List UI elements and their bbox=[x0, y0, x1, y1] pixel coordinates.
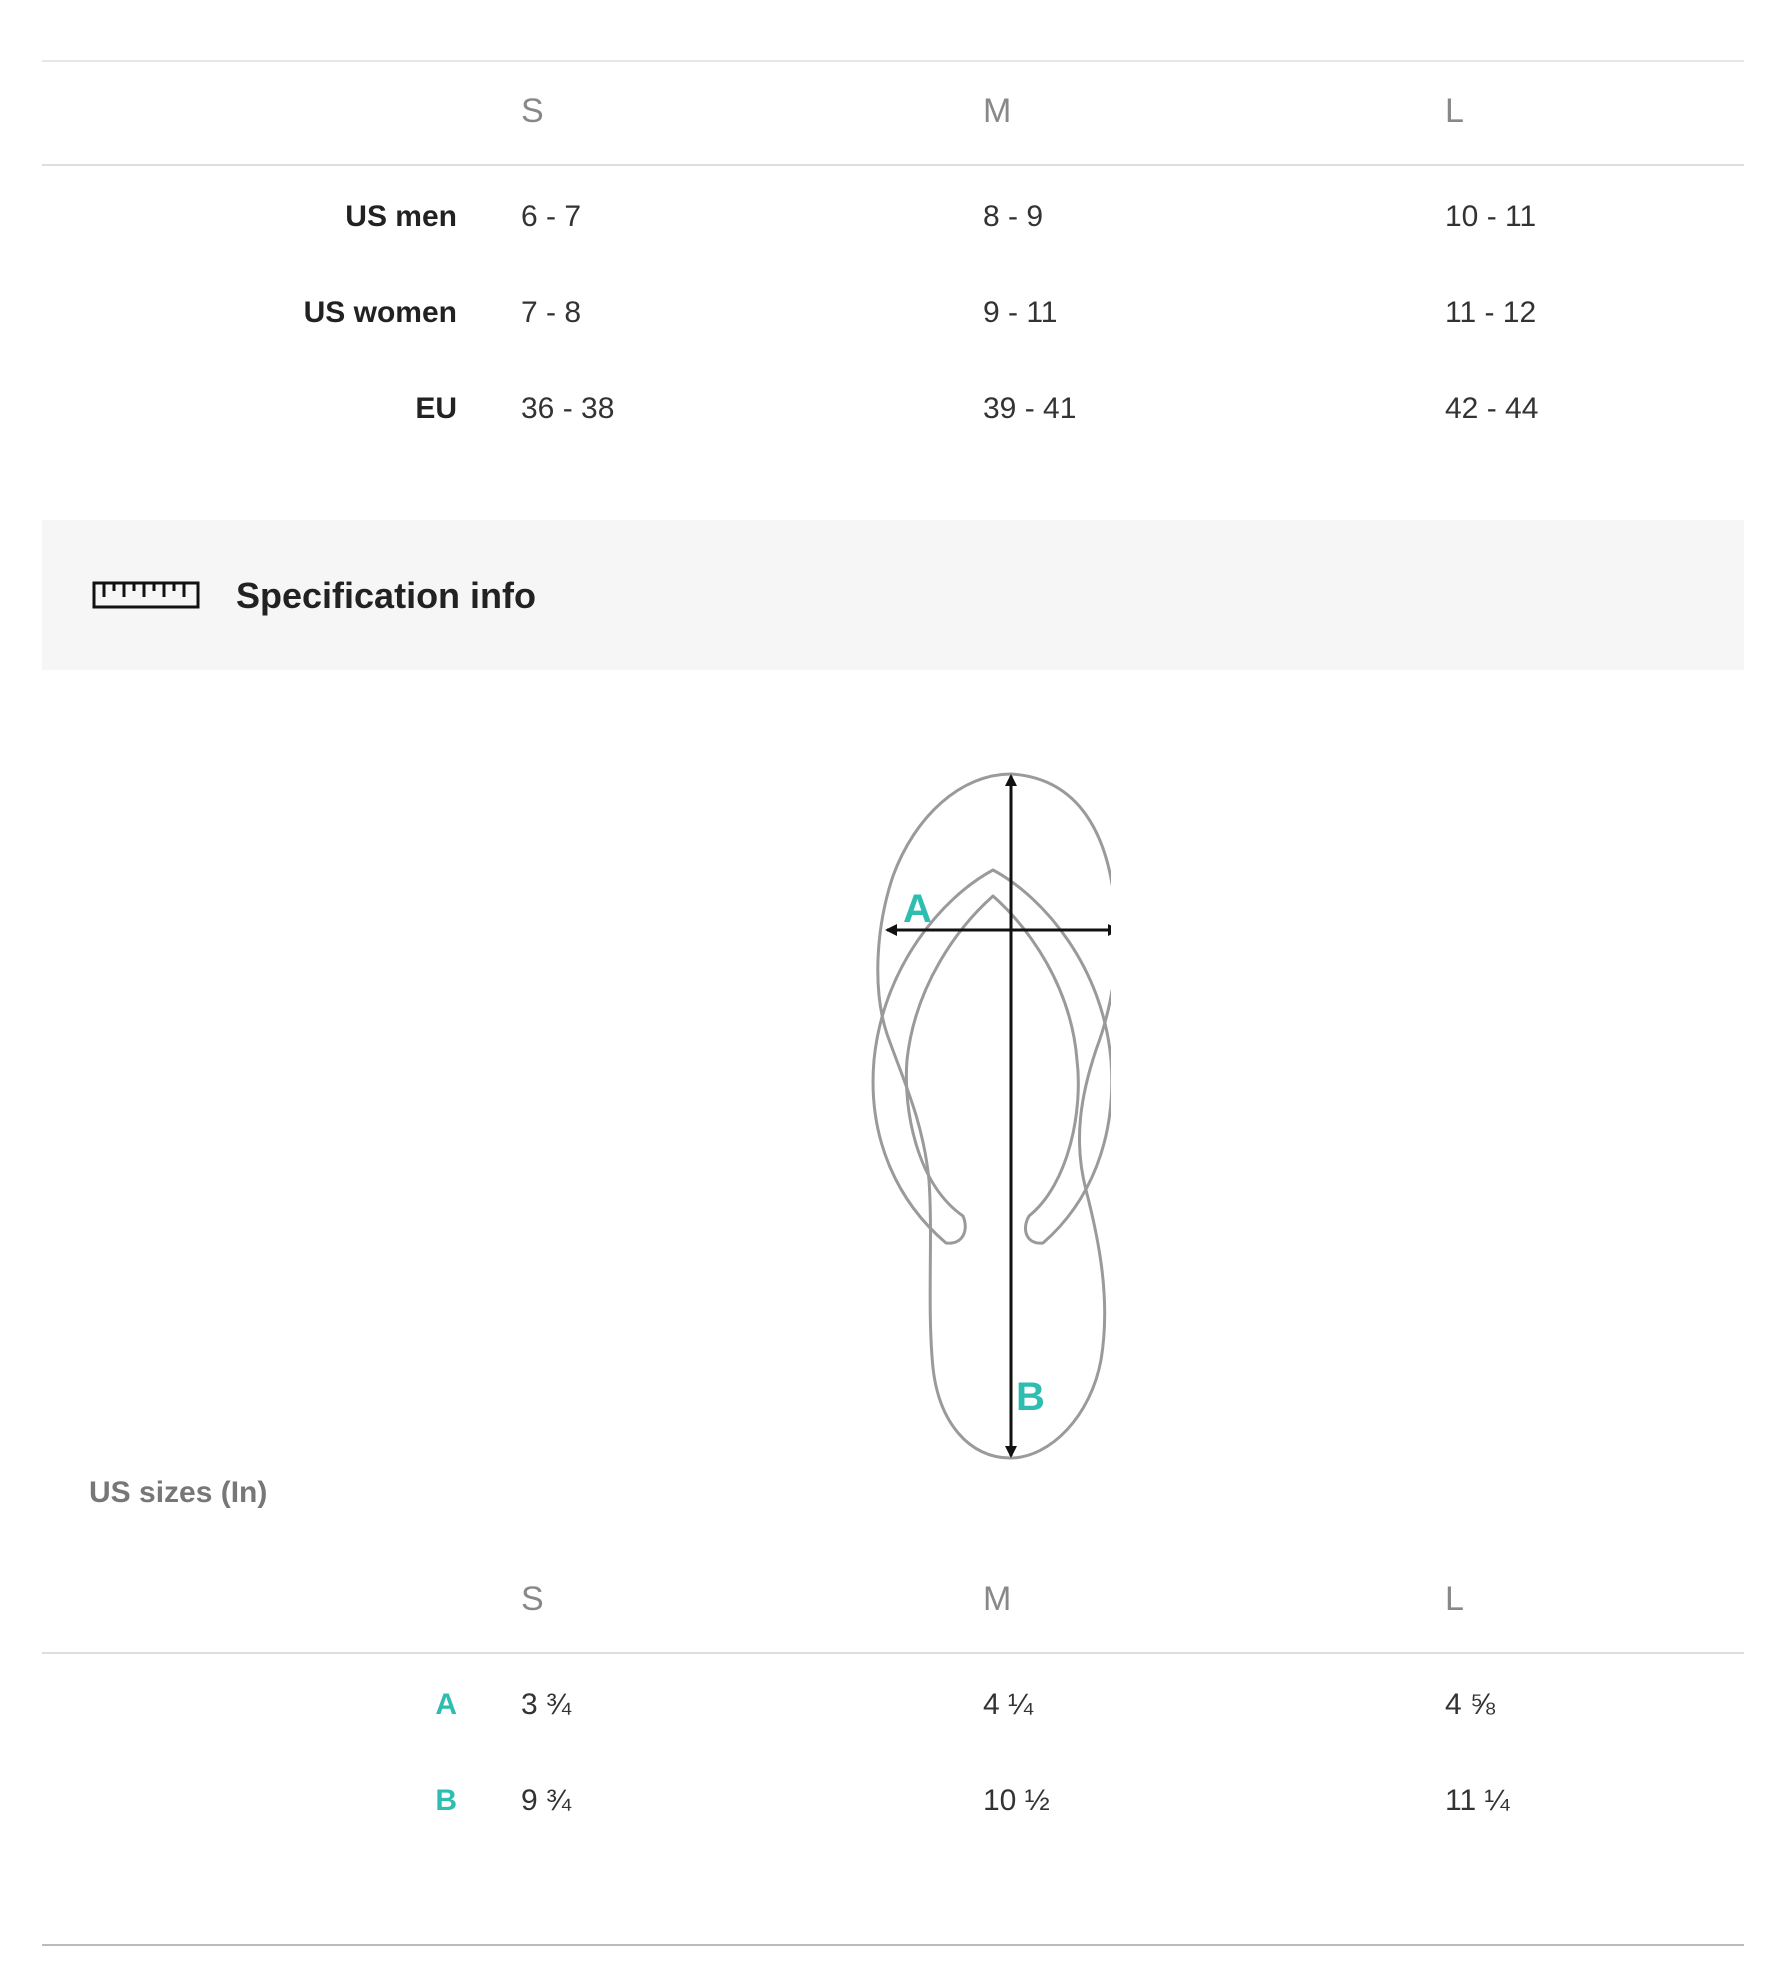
bottom-divider bbox=[42, 1944, 1744, 1946]
measurement-column-l: L bbox=[1445, 1580, 1464, 1618]
size-cell: 8 - 9 bbox=[983, 200, 1044, 233]
marker-a: A bbox=[903, 887, 932, 931]
marker-b: B bbox=[1016, 1375, 1045, 1419]
measurement-column-m: M bbox=[983, 1580, 1012, 1618]
measurement-row-a bbox=[42, 1680, 1744, 1740]
size-cell: 7 - 8 bbox=[521, 296, 582, 329]
measurement-table-header bbox=[42, 1550, 1744, 1654]
measurement-cell: 10 ½ bbox=[983, 1784, 1050, 1817]
us-sizes-label: US sizes (In) bbox=[89, 1476, 268, 1509]
measurement-cell: 4 ⅝ bbox=[1445, 1688, 1496, 1721]
size-row-us-women bbox=[42, 288, 1744, 348]
measurement-cell: 3 ¾ bbox=[521, 1688, 572, 1721]
row-label: A bbox=[435, 1688, 457, 1721]
size-cell: 39 - 41 bbox=[983, 392, 1077, 425]
size-cell: 6 - 7 bbox=[521, 200, 582, 233]
specification-title: Specification info bbox=[236, 575, 537, 616]
measurement-cell: 9 ¾ bbox=[521, 1784, 572, 1817]
size-cell: 9 - 11 bbox=[983, 296, 1058, 329]
row-label: B bbox=[435, 1784, 457, 1817]
row-label: US men bbox=[345, 200, 457, 233]
flip-flop-measurement-diagram bbox=[811, 760, 1111, 1480]
size-row-us-men bbox=[42, 192, 1744, 252]
size-column-l: L bbox=[1445, 92, 1464, 130]
size-cell: 36 - 38 bbox=[521, 392, 615, 425]
specification-header bbox=[42, 520, 1744, 670]
size-guide bbox=[42, 0, 1744, 1978]
ruler-icon bbox=[92, 579, 200, 611]
size-cell: 42 - 44 bbox=[1445, 392, 1539, 425]
size-cell: 10 - 11 bbox=[1445, 200, 1537, 233]
size-row-eu bbox=[42, 384, 1744, 444]
measurement-cell: 4 ¼ bbox=[983, 1688, 1034, 1721]
measurement-cell: 11 ¼ bbox=[1445, 1784, 1510, 1817]
size-column-s: S bbox=[521, 92, 544, 130]
row-label: EU bbox=[415, 392, 457, 425]
measurement-column-s: S bbox=[521, 1580, 544, 1618]
size-cell: 11 - 12 bbox=[1445, 296, 1537, 329]
size-column-m: M bbox=[983, 92, 1012, 130]
measurement-row-b bbox=[42, 1776, 1744, 1836]
row-label: US women bbox=[303, 296, 457, 329]
size-table-header bbox=[42, 62, 1744, 166]
